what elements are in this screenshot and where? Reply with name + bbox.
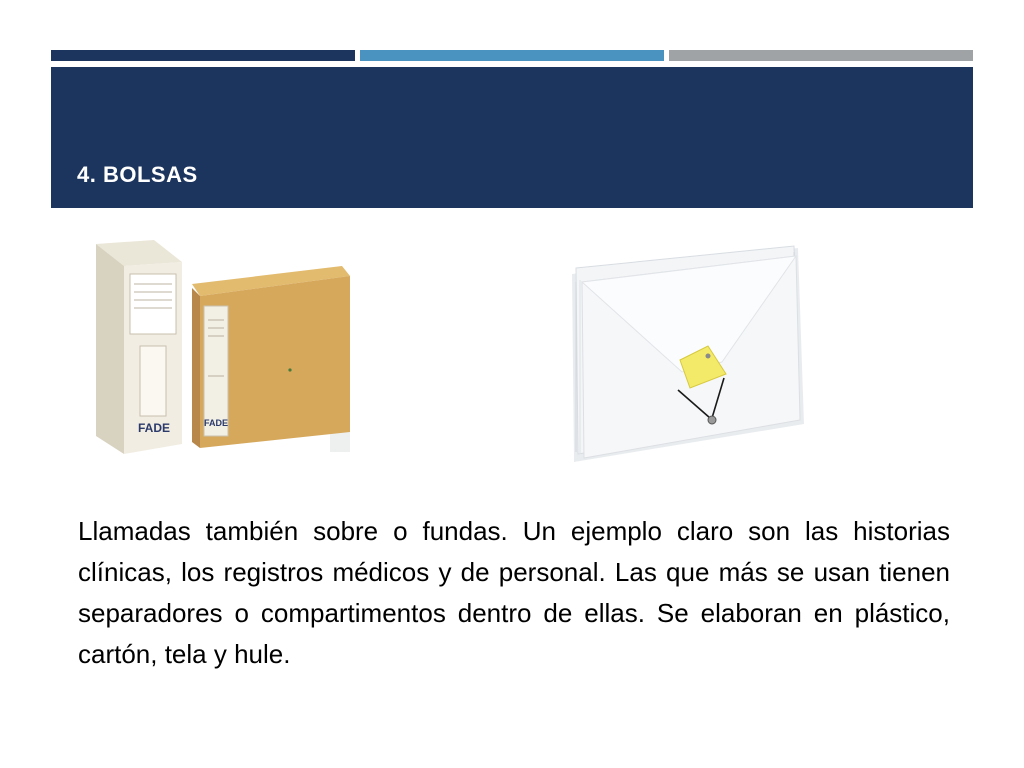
front-box-brand: FADE (137, 421, 171, 435)
title-band (51, 67, 973, 208)
back-box-brand: FADE (203, 418, 229, 428)
slide-title: 4. BOLSAS (77, 162, 198, 187)
accent-stripe-gray (669, 50, 973, 61)
accent-stripe-blue (360, 50, 664, 61)
body-paragraph: Llamadas también sobre o fundas. Un ejemplo claro son las historias clínicas, los registros médicos y de personal. Las que más se usan tienen separadores o compartimentos dentro de ellas. Se elaboran en plástico, cartón, tela y hule. (78, 516, 950, 669)
accent-stripe-dark (51, 50, 355, 61)
cardboard-boxes-image (92, 236, 354, 458)
plastic-folder-image (562, 242, 812, 466)
